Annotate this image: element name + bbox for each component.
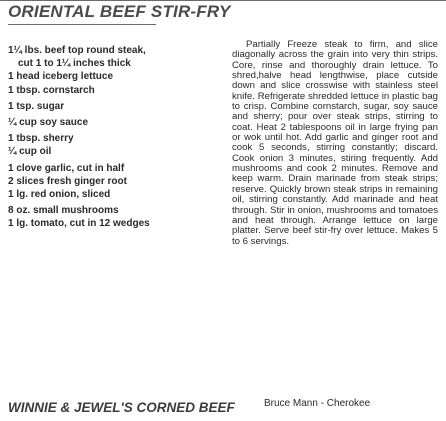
ingredient-item: 1 head iceberg lettuce xyxy=(8,71,114,83)
ingredient-item: 1 lg. red onion, sliced xyxy=(8,189,111,201)
ingredient-item: 1 tbsp. sherry xyxy=(8,133,74,145)
top-rule xyxy=(0,0,446,1)
title-rule xyxy=(8,24,156,25)
ingredient-item: 2 slices fresh ginger root xyxy=(8,175,127,187)
recipe-contributor: Bruce Mann - Cherokee xyxy=(264,398,371,409)
ingredient-item: 1 tsp. sugar xyxy=(8,100,65,112)
ingredient-item: ¼ cup soy sauce xyxy=(8,117,89,129)
ingredient-item: cut 1 to 1¼ inches thick xyxy=(18,58,131,70)
recipe-title: ORIENTAL BEEF STIR-FRY xyxy=(8,2,231,21)
ingredient-list xyxy=(8,44,228,231)
recipe-directions: Partially Freeze steak to firm, and slice diagonally across the grain into very thin strips. Core, rinse and thoroughly drain lettuce. To shred,halve head lengthwise, place cutside down and slice crosswise with stainless steel knife. Refrigerate shredded lettuce in plastic bag to crisp. Combine cornstarch, sugar, soy sauce and sherry; pour over steak strips, stirring to coat. Heat 2 tablespoons oil in large frying pan or wok until hot. Add garlic and ginger root and cook 5 seconds, stirring constantly; discard. Cook onion 3 minutes, stiring frequently. Add mushrooms and cook 2 minutes. Remove and keep warm. Drain marinade from steak strips; reserve. Quickly brown steak strips in remaining oil, stirring constantly. Add marinade and heat through. Stir in onion, mushrooms and tomatoes and heat through. Arrange lettuce on large platter. Serve beef stir-fry over lettuce. Makes 5 to 6 servings. xyxy=(232,39,438,247)
ingredient-item: 1¼ lbs. beef top round steak, xyxy=(8,45,146,56)
ingredient-item: 1 lg. tomato, cut in 12 wedges xyxy=(8,218,150,230)
ingredient-item: ¼ cup oil xyxy=(8,146,52,158)
next-recipe-title: WINNIE & JEWEL'S CORNED BEEF xyxy=(8,400,235,415)
ingredient-item: 8 oz. small mushrooms xyxy=(8,205,119,217)
ingredient-item: 1 clove garlic, cut in half xyxy=(8,162,125,174)
ingredient-item: 1 tbsp. cornstarch xyxy=(8,84,95,96)
